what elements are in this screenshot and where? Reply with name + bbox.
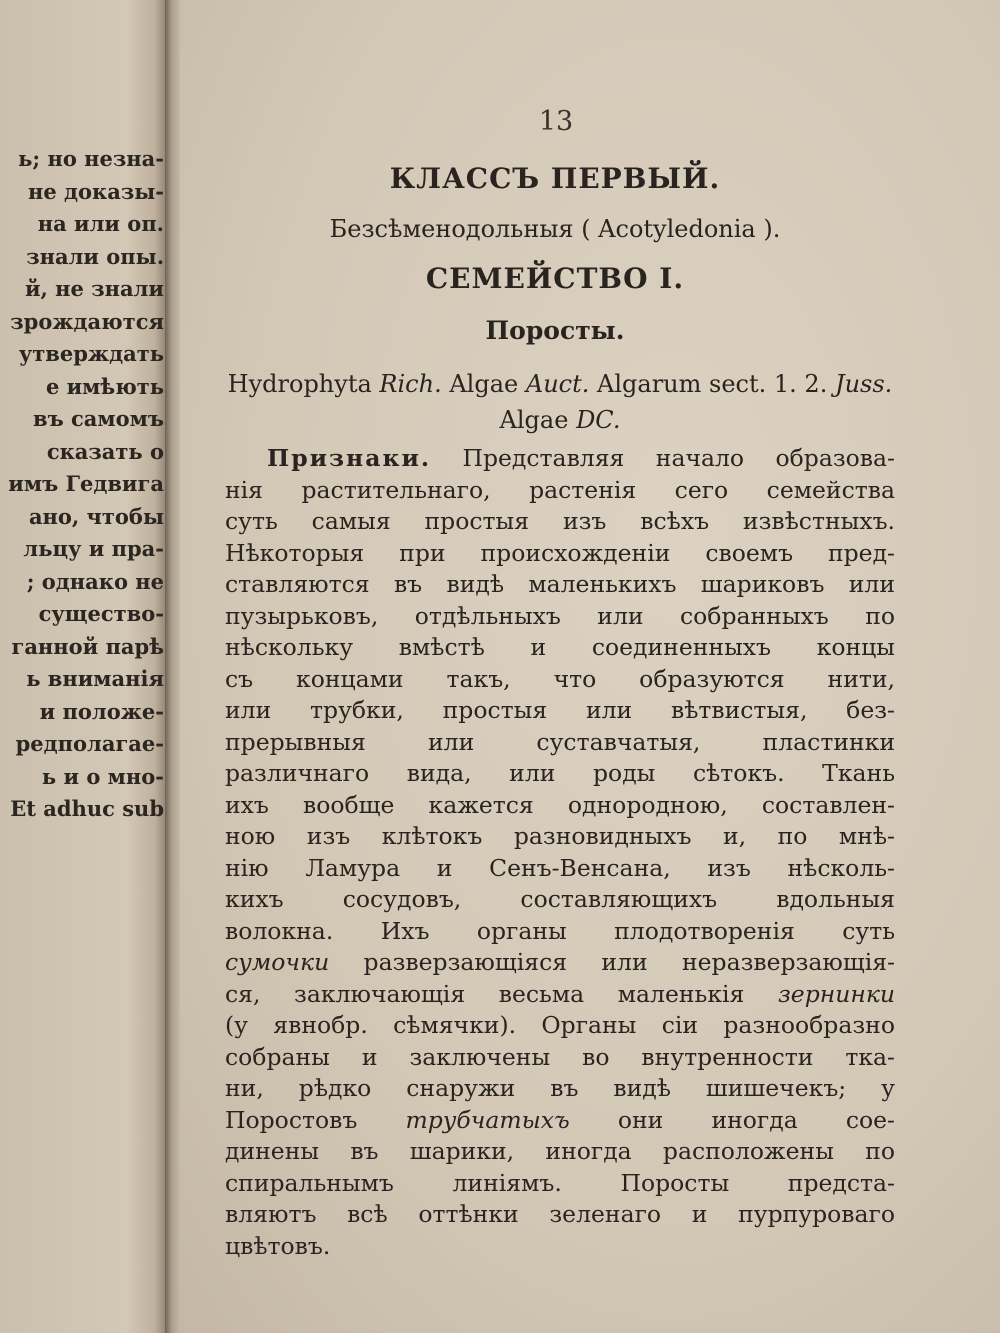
body-line: нію Ламура и Сенъ-Венсана, изъ нѣсколь- bbox=[225, 853, 895, 882]
body-line: вляютъ всѣ оттѣнки зеленаго и пурпуроваго bbox=[225, 1200, 895, 1228]
body-line: нія растительнаго, растенія сего семейства bbox=[225, 475, 895, 504]
left-line: ь; но незна- bbox=[18, 146, 164, 171]
body-line: ставляются въ видѣ маленькихъ шариковъ или bbox=[225, 570, 895, 598]
left-line: редполагае- bbox=[15, 731, 164, 756]
book-gutter bbox=[165, 0, 181, 1333]
left-line: й, не знали bbox=[24, 276, 164, 301]
right-page bbox=[180, 0, 1000, 1333]
body-line bbox=[225, 443, 895, 475]
italic-term: зернинки bbox=[777, 979, 895, 1008]
body-fragment: Поростовъ bbox=[225, 1105, 358, 1134]
body-line: суть самыя простыя изъ всѣхъ извѣстныхъ. bbox=[225, 507, 895, 535]
body-line: (у явнобр. сѣмячки). Органы сіи разнообразно bbox=[225, 1011, 895, 1039]
body-line: съ концами такъ, что образуются нити, bbox=[225, 664, 895, 693]
left-line: ь вниманія bbox=[26, 666, 164, 691]
body-fragment: разверзающіяся или неразверзающія- bbox=[363, 948, 895, 976]
body-line: ихъ вообще кажется однородною, составлен- bbox=[225, 790, 895, 819]
body-line: прерывныя или суставчатыя, пластинки bbox=[225, 727, 895, 756]
body-line: пузырьковъ, отдѣльныхъ или собранныхъ по bbox=[225, 601, 895, 630]
italic-term: трубчатыхъ bbox=[405, 1105, 570, 1134]
italic-term: сумочки bbox=[225, 948, 330, 976]
body-line: цвѣтовъ. bbox=[225, 1231, 331, 1260]
left-line: ганной парѣ bbox=[11, 633, 164, 659]
body-line: спиральнымъ линіямъ. Поросты предста- bbox=[225, 1168, 895, 1197]
left-line: сказать о bbox=[46, 438, 164, 464]
body-fragment: ся, заключающія весьма маленькія bbox=[225, 979, 745, 1008]
body-line: Нѣкоторыя при происхожденіи своемъ пред- bbox=[225, 538, 895, 567]
synonyms-line-2 bbox=[220, 402, 900, 438]
subclass-title: Безсѣменодольныя ( Acotyledonia ). bbox=[329, 215, 781, 243]
body-line bbox=[225, 979, 895, 1011]
body-line: различнаго вида, или роды сѣтокъ. Ткань bbox=[225, 759, 895, 787]
synonym-text: Hydrophyta bbox=[227, 370, 372, 398]
left-line: знали опы. bbox=[26, 243, 164, 269]
family-name: Поросты. bbox=[485, 316, 625, 345]
left-line: и положе- bbox=[39, 698, 164, 724]
body-fragment: Представляя начало образова- bbox=[462, 444, 895, 472]
synonym-text: Algae bbox=[449, 370, 519, 398]
synonym-author: Juss. bbox=[834, 370, 893, 398]
synonym-author: DC. bbox=[576, 406, 621, 434]
synonym-text: Algarum sect. 1. 2. bbox=[597, 370, 828, 398]
synonym-author: Auct. bbox=[525, 370, 590, 398]
body-text bbox=[225, 443, 895, 1262]
body-line: или трубки, простыя или вѣтвистыя, без- bbox=[225, 696, 895, 724]
body-line: нѣскольку вмѣстѣ и соединенныхъ концы bbox=[225, 633, 895, 661]
left-line: ано, чтобы bbox=[28, 503, 164, 529]
left-line: имъ Гедвига bbox=[8, 471, 164, 496]
left-page-text bbox=[0, 143, 164, 826]
left-line: утверждать bbox=[18, 341, 164, 366]
body-line: собраны и заключены во внутренности тка- bbox=[225, 1042, 895, 1071]
synonyms-line-1 bbox=[220, 366, 900, 402]
left-page bbox=[0, 0, 168, 1333]
body-line: ною изъ клѣтокъ разновидныхъ и, по мнѣ- bbox=[225, 822, 895, 850]
body-line: динены въ шарики, иногда расположены по bbox=[225, 1137, 895, 1165]
class-title: КЛАССЪ ПЕРВЫЙ. bbox=[389, 162, 721, 195]
family-title: СЕМЕЙСТВО I. bbox=[425, 262, 685, 295]
left-line: не доказы- bbox=[28, 178, 164, 204]
body-line bbox=[225, 947, 895, 979]
body-line: кихъ сосудовъ, составляющихъ вдольныя bbox=[225, 885, 895, 913]
left-line: на или оп. bbox=[37, 211, 164, 236]
body-line: волокна. Ихъ органы плодотворенія суть bbox=[225, 916, 895, 945]
left-line: ; однако не bbox=[26, 568, 164, 594]
body-line: ни, рѣдко снаружи въ видѣ шишечекъ; у bbox=[225, 1074, 895, 1102]
left-line: ь и о мно- bbox=[41, 763, 164, 789]
left-line: въ самомъ bbox=[32, 406, 164, 431]
synonym-text: Algae bbox=[499, 406, 569, 434]
synonym-author: Rich. bbox=[379, 370, 442, 398]
body-fragment: они иногда сое- bbox=[617, 1105, 895, 1134]
left-line: зрождаются bbox=[10, 308, 164, 334]
left-line: льцу и пра- bbox=[23, 536, 164, 561]
left-line: существо- bbox=[38, 601, 164, 626]
synonyms bbox=[220, 366, 900, 438]
left-line: е имѣють bbox=[45, 373, 164, 399]
section-label: Признаки. bbox=[267, 444, 432, 472]
left-line: Et adhuc sub bbox=[10, 796, 164, 821]
body-line bbox=[225, 1105, 895, 1137]
page-number: 13 bbox=[538, 106, 574, 137]
